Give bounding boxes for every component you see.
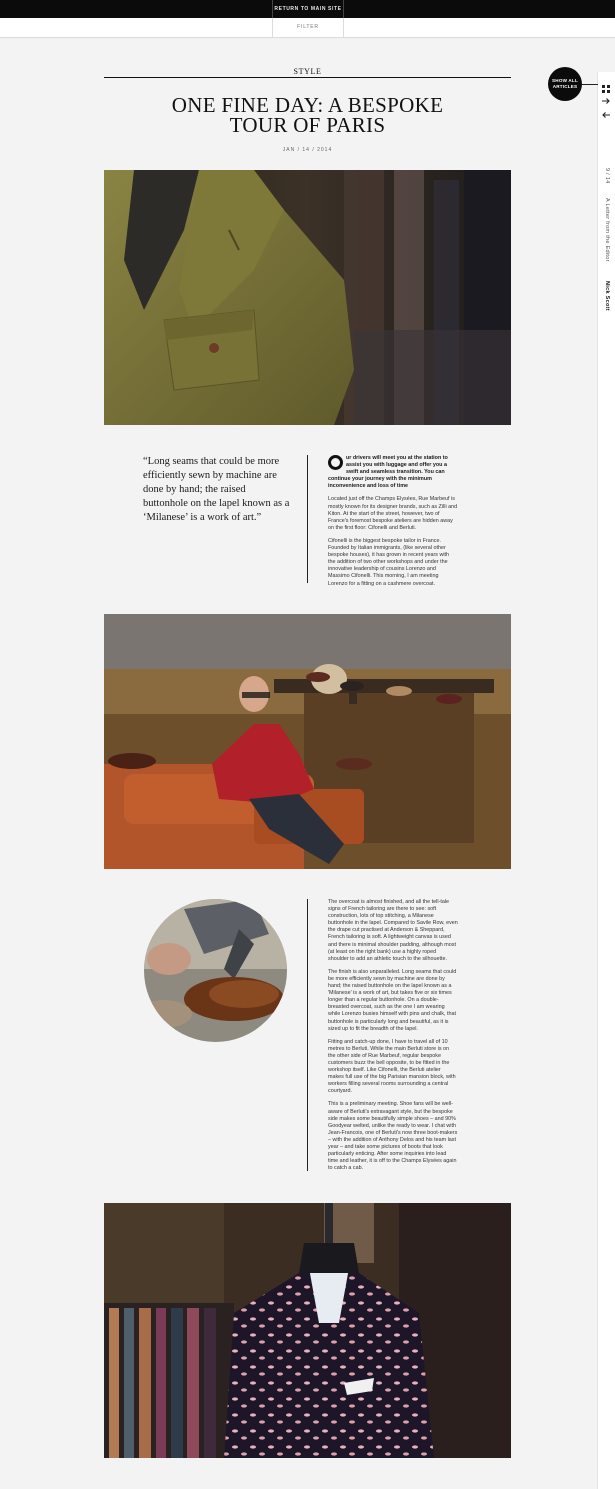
- grid-icon[interactable]: [600, 83, 612, 95]
- return-to-main-site-link[interactable]: RETURN TO MAIN SITE: [272, 0, 344, 18]
- title-line-2: TOUR OF PARIS: [229, 113, 386, 137]
- paragraph-1: Located just off the Champs Elysées, Rue Marbeuf is mostly known for its designer brands, such as Zilli and Kiton. At the start of the street, however, two of France's foremost bespoke ateliers are hidden away on the first floor: Cifonelli and Berluti.: [328, 496, 458, 531]
- photo-berluti-atelier: [104, 614, 511, 869]
- arrow-right-icon[interactable]: [600, 95, 612, 107]
- article-date: JAN / 14 / 2014: [282, 147, 333, 153]
- photo-shoemaking-circle: [144, 899, 287, 1042]
- pull-quote: “Long seams that could be more efficiently sewn by machine are done by hand; the raised buttonhole on the lapel known as a ‘Milanese’ is a work of art.”: [143, 456, 290, 523]
- show-all-line1: SHOW ALL: [552, 78, 578, 83]
- article-category[interactable]: STYLE: [293, 67, 322, 76]
- paragraph-4: The finish is also unparalleled. Long seams that could be more efficiently sewn by machine are done by hand; the raised buttonhole on the lapel known as a 'Milanese' is a work of art, but takes five or six times longer than a regular buttonhole. On a double-breasted overcoat, such as the one I am wearing while Lorenzo busies himself with pins and chalk, that buttonhole is particularly long and beautiful, as it is sized up to fit the breadth of the lapel.: [328, 968, 457, 1032]
- title-line-1: ONE FINE DAY: A BESPOKE: [171, 93, 444, 117]
- rail-article-nav: [600, 168, 612, 318]
- article-column-1: [328, 455, 458, 594]
- paragraph-6: This is a preliminary meeting. Shoe fans will be well-aware of Berluti's extravagant style, but the bespoke side makes some beautifully simple shoes – and 90% Goodyear welted, unlike the ready to wear. I chat with Jean-Francois, one of Berluti's now three boot-makers – with the addition of Anthony Delos and his team last year – and take some pictures of boots that look particularly enticing. After some inquiries into lead time and leather, it is off to the Champs Elysées again to catch a cab.: [328, 1101, 458, 1172]
- related-article-link[interactable]: A Letter from the Editor: [604, 198, 610, 262]
- show-all-line2: ARTICLES: [552, 84, 578, 89]
- arrow-left-icon[interactable]: [600, 109, 612, 121]
- column-divider-2: [307, 899, 308, 1171]
- filter-bar: [0, 18, 615, 38]
- show-all-connector: [582, 84, 598, 85]
- article-title: [150, 95, 465, 135]
- show-all-articles-button[interactable]: [548, 67, 582, 101]
- top-bar: [0, 0, 615, 18]
- drop-cap-o: [328, 455, 343, 470]
- paragraph-2: Cifonelli is the biggest bespoke tailor in France. Founded by Italian immigrants, (like several other bespoke houses), it has grown in recent years with the addition of two other workshops and under the innovative leadership of cousins Lorenzo and Massimo Cifonelli. This morning, I am meeting Lorenzo for a fitting on a cashmere overcoat.: [328, 537, 450, 587]
- filter-button[interactable]: FILTER: [272, 18, 344, 37]
- intro-paragraph: [328, 455, 458, 490]
- category-divider: [104, 77, 511, 78]
- photo-paisley-jacket: [104, 1203, 511, 1458]
- article-counter: 9 / 14: [604, 168, 610, 184]
- article-column-2: [328, 899, 458, 1178]
- photo-jacket: [104, 170, 511, 425]
- paragraph-3: The overcoat is almost finished, and all the tell-tale signs of French tailoring are there to see: soft construction, lots of top stitching, a Milanese buttonhole in the lapel. Compared to Savile Row, even the drape cut practised at Anderson & Sheppard, French tailoring is soft. A lightweight canvas is used and there is minimal shoulder padding, although most (at least on the right bank) use a highly roped shoulder to add an athletic touch to the silhouette.: [328, 899, 458, 962]
- paragraph-5: Fitting and catch-up done, I have to travel all of 10 metres to Berluti. While the main Berluti store is on the other side of Rue Marbeuf, regular bespoke customers buzz the bell opposite, to be fitted in the workshop itself. Like Cifonelli, the Berluti atelier makes full use of the big Parisian mansion block, with workers filling several rooms surrounding a central courtyard.: [328, 1038, 456, 1095]
- column-divider: [307, 455, 308, 583]
- intro-text: ur drivers will meet you at the station to assist you with luggage and offer you a swift and seamless transition. You can continue your journey with the minimum inconvenience and loss of time: [328, 455, 448, 490]
- author-name: Nick Scott: [604, 281, 610, 311]
